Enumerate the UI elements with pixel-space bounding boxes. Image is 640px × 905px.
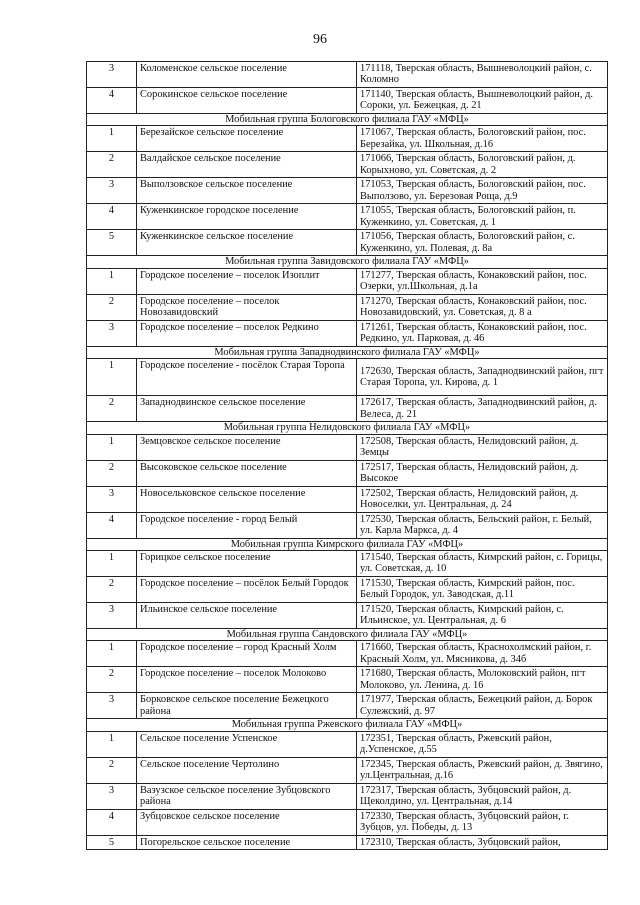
settlement-address: 172630, Тверская область, Западнодвинский район, пгт Старая Торопа, ул. Кирова, д. 1 [357,359,608,396]
settlement-address: 171680, Тверская область, Молоковский район, пгт Молоково, ул. Ленина, д. 16 [357,667,608,693]
row-number: 3 [87,783,137,809]
group-header-row [87,629,608,641]
settlement-name: Западнодвинское сельское поселение [137,396,357,422]
settlement-name: Городское поселение – город Красный Холм [137,641,357,667]
group-header-row [87,422,608,434]
table-row [87,835,608,849]
group-title: Мобильная группа Бологовского филиала ГАУ «МФЦ» [87,114,608,126]
settlement-name: Земцовское сельское поселение [137,434,357,460]
settlement-address: 171520, Тверская область, Кимрский район, с. Ильинское, ул. Центральная, д. 6 [357,603,608,629]
settlement-address: 171261, Тверская область, Конаковский район, пос. Редкино, ул. Парковая, д. 46 [357,320,608,346]
table-row [87,178,608,204]
settlement-address: 172508, Тверская область, Нелидовский район, д. Земцы [357,434,608,460]
settlement-address: 171056, Тверская область, Бологовский район, с. Куженкино, ул. Полевая, д. 8а [357,230,608,256]
settlement-address: 172530, Тверская область, Бельский район, г. Белый, ул. Карла Маркса, д. 4 [357,512,608,538]
table-row [87,603,608,629]
row-number: 4 [87,512,137,538]
settlement-name: Вазузское сельское поселение Зубцовского района [137,783,357,809]
row-number: 1 [87,434,137,460]
settlement-address: 172351, Тверская область, Ржевский район, д.Успенское, д.55 [357,731,608,757]
group-title: Мобильная группа Нелидовского филиала ГАУ «МФЦ» [87,422,608,434]
row-number: 2 [87,396,137,422]
settlement-address: 171540, Тверская область, Кимрский район, с. Горицы, ул. Советская, д. 10 [357,551,608,577]
page-number: 96 [313,32,327,47]
group-title: Мобильная группа Кимрского филиала ГАУ «МФЦ» [87,538,608,550]
settlement-address: 171118, Тверская область, Вышневолоцкий район, с. Коломно [357,62,608,88]
settlement-name: Городское поселение – поселок Изоплит [137,268,357,294]
settlement-name: Коломенское сельское поселение [137,62,357,88]
row-number: 1 [87,551,137,577]
row-number: 2 [87,460,137,486]
settlement-name: Сельское поселение Успенское [137,731,357,757]
settlement-name: Горицкое сельское поселение [137,551,357,577]
row-number: 4 [87,88,137,114]
row-number: 3 [87,62,137,88]
table-row [87,693,608,719]
table-row [87,294,608,320]
settlement-name: Городское поселение – поселок Новозавидовский [137,294,357,320]
settlement-name: Выползовское сельское поселение [137,178,357,204]
settlement-name: Городское поселение - город Белый [137,512,357,538]
group-header-row [87,256,608,268]
table-row [87,783,608,809]
mfc-mobile-groups-table [86,61,608,850]
row-number: 1 [87,126,137,152]
row-number: 3 [87,486,137,512]
settlement-name: Погорельское сельское поселение [137,835,357,849]
settlement-name: Новосельковское сельское поселение [137,486,357,512]
group-title: Мобильная группа Завидовского филиала ГАУ «МФЦ» [87,256,608,268]
row-number: 2 [87,667,137,693]
group-header-row [87,538,608,550]
table-row [87,152,608,178]
table-row [87,641,608,667]
group-header-row [87,114,608,126]
settlement-address: 171140, Тверская область, Вышневолоцкий район, д. Сороки, ул. Бежецкая, д. 21 [357,88,608,114]
row-number: 3 [87,320,137,346]
settlement-name: Борковское сельское поселение Бежецкого района [137,693,357,719]
table-row [87,577,608,603]
group-header-row [87,719,608,731]
settlement-address: 172317, Тверская область, Зубцовский район, д. Щеколдино, ул. Центральная, д.14 [357,783,608,809]
table-row [87,512,608,538]
table-row [87,204,608,230]
settlement-name: Городское поселение – посёлок Белый Городок [137,577,357,603]
row-number: 1 [87,268,137,294]
settlement-address: 171530, Тверская область, Кимрский район, пос. Белый Городок, ул. Заводская, д.11 [357,577,608,603]
settlement-address: 172345, Тверская область, Ржевский район, д. Звягино, ул.Центральная, д.16 [357,757,608,783]
settlement-name: Сельское поселение Чертолино [137,757,357,783]
row-number: 1 [87,731,137,757]
settlement-address: 171977, Тверская область, Бежецкий район, д. Борок Сулежский, д. 97 [357,693,608,719]
table-row [87,88,608,114]
settlement-name: Куженкинское сельское поселение [137,230,357,256]
group-header-row [87,346,608,358]
row-number: 2 [87,294,137,320]
group-title: Мобильная группа Сандовского филиала ГАУ «МФЦ» [87,629,608,641]
settlement-address: 171066, Тверская область, Бологовский район, д. Корыхново, ул. Советская, д. 2 [357,152,608,178]
settlement-address: 171053, Тверская область, Бологовский район, пос. Выползово, ул. Березовая Роща, д.9 [357,178,608,204]
table-row [87,320,608,346]
row-number: 3 [87,178,137,204]
settlement-address: 172330, Тверская область, Зубцовский район, г. Зубцов, ул. Победы, д. 13 [357,809,608,835]
table-row [87,486,608,512]
settlement-name: Зубцовское сельское поселение [137,809,357,835]
settlement-address: 172502, Тверская область, Нелидовский район, д. Новоселки, ул. Центральная, д. 24 [357,486,608,512]
row-number: 2 [87,757,137,783]
row-number: 3 [87,693,137,719]
settlement-name: Валдайское сельское поселение [137,152,357,178]
row-number: 4 [87,204,137,230]
table-row [87,460,608,486]
settlement-name: Высоковское сельское поселение [137,460,357,486]
settlement-address: 172617, Тверская область, Западнодвинский район, д. Велеса, д. 21 [357,396,608,422]
table-row [87,126,608,152]
settlement-name: Городское поселение – поселок Молоково [137,667,357,693]
row-number: 5 [87,230,137,256]
row-number: 3 [87,603,137,629]
row-number: 2 [87,577,137,603]
settlement-name: Куженкинское городское поселение [137,204,357,230]
table-row [87,268,608,294]
table-row [87,757,608,783]
settlement-name: Городское поселение - посёлок Старая Торопа [137,359,357,396]
table-row [87,809,608,835]
row-number: 4 [87,809,137,835]
row-number: 5 [87,835,137,849]
settlement-name: Городское поселение – поселок Редкино [137,320,357,346]
group-title: Мобильная группа Ржевского филиала ГАУ «МФЦ» [87,719,608,731]
settlement-address: 172517, Тверская область, Нелидовский район, д. Высокое [357,460,608,486]
settlement-address: 171277, Тверская область, Конаковский район, пос. Озерки, ул.Школьная, д.1а [357,268,608,294]
group-title: Мобильная группа Западнодвинского филиала ГАУ «МФЦ» [87,346,608,358]
table-row [87,396,608,422]
table-row [87,551,608,577]
table-row [87,731,608,757]
row-number: 1 [87,641,137,667]
table-row [87,62,608,88]
settlement-name: Ильинское сельское поселение [137,603,357,629]
table-row [87,230,608,256]
settlement-name: Березайское сельское поселение [137,126,357,152]
row-number: 2 [87,152,137,178]
settlement-address: 171067, Тверская область, Бологовский район, пос. Березайка, ул. Школьная, д.16 [357,126,608,152]
settlement-address: 171055, Тверская область, Бологовский район, п. Куженкино, ул. Советская, д. 1 [357,204,608,230]
row-number: 1 [87,359,137,396]
table-row [87,359,608,396]
settlement-address: 171270, Тверская область, Конаковский район, пос. Новозавидовский, ул. Советская, д. 8 а [357,294,608,320]
settlement-address: 171660, Тверская область, Краснохолмский район, г. Красный Холм, ул. Мясникова, д. 34б [357,641,608,667]
settlement-address: 172310, Тверская область, Зубцовский район, [357,835,608,849]
table-row [87,667,608,693]
settlement-name: Сорокинское сельское поселение [137,88,357,114]
table-row [87,434,608,460]
